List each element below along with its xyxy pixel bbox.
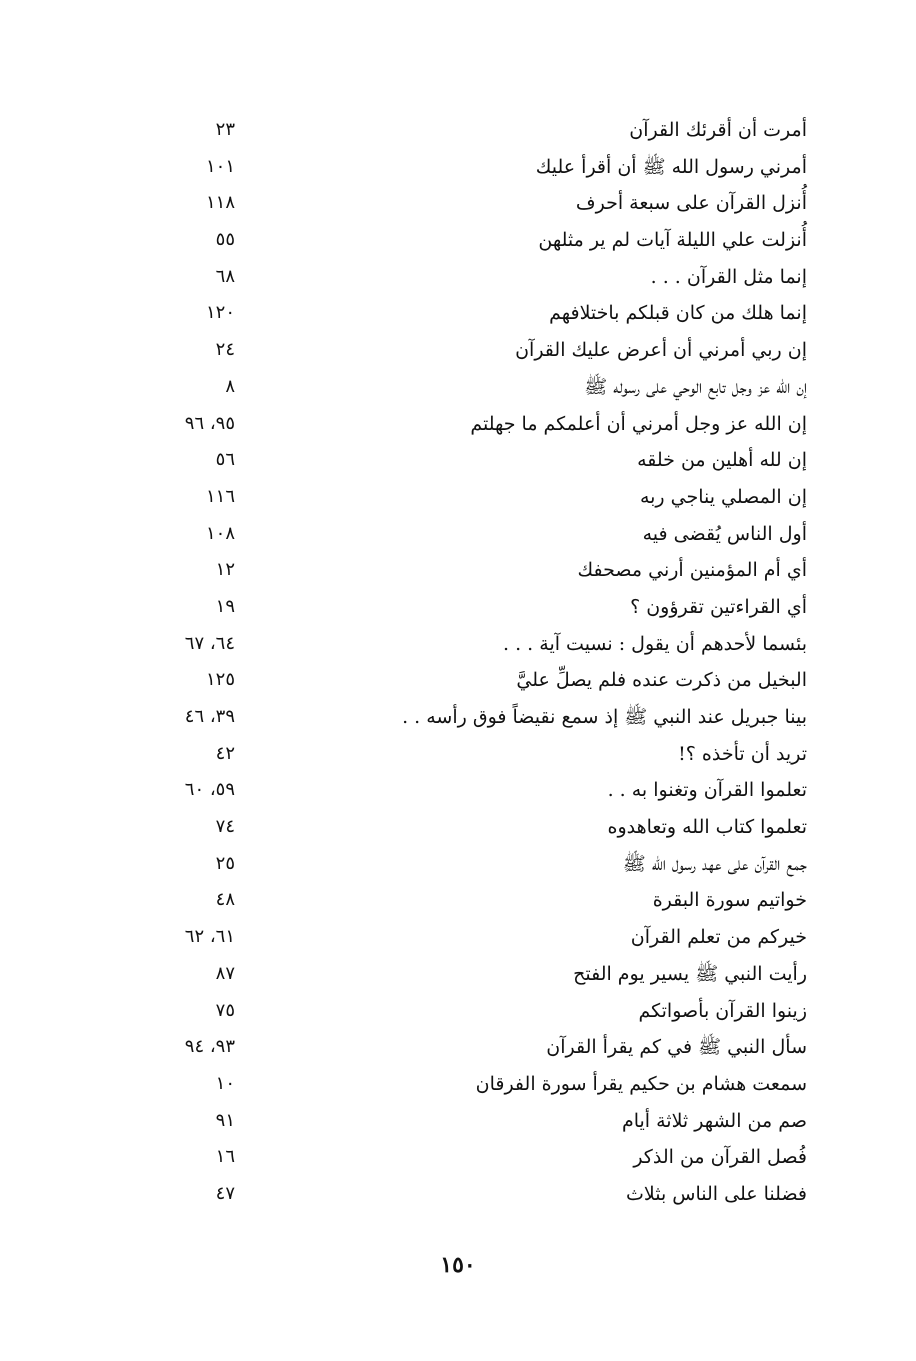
index-entry xyxy=(150,956,815,993)
index-entry xyxy=(150,369,815,406)
entry-page-numbers: ٦٤، ٦٧ xyxy=(184,632,235,654)
entry-page-numbers: ١٠٨ xyxy=(205,522,235,544)
entry-page-numbers: ١١٦ xyxy=(205,485,235,507)
entry-text: بينا جبريل عند النبي ﷺ إذ سمع نقيضاً فوق رأسه . . xyxy=(402,706,807,728)
entry-text: أمرني رسول الله ﷺ أن أقرأ عليك xyxy=(535,155,807,178)
index-entry xyxy=(150,332,815,369)
entry-text: سأل النبي ﷺ في كم يقرأ القرآن xyxy=(546,1036,807,1059)
hadith-index-list xyxy=(150,112,815,1213)
entry-page-numbers: ٥٩، ٦٠ xyxy=(184,779,235,801)
entry-text: زينوا القرآن بأصواتكم xyxy=(638,999,807,1022)
entry-page-numbers: ٦١، ٦٢ xyxy=(184,926,235,948)
index-entry xyxy=(150,846,815,883)
index-entry xyxy=(150,882,815,919)
entry-page-numbers: ٤٧ xyxy=(215,1182,235,1204)
entry-text: البخيل من ذكرت عنده فلم يصلِّ عليَّ xyxy=(516,669,807,692)
index-entry xyxy=(150,1176,815,1213)
index-entry xyxy=(150,295,815,332)
entry-page-numbers: ٢٣ xyxy=(215,119,235,140)
index-entry xyxy=(150,919,815,956)
index-entry xyxy=(150,662,815,699)
entry-text: سمعت هشام بن حكيم يقرأ سورة الفرقان xyxy=(475,1072,807,1095)
entry-page-numbers: ١٩ xyxy=(215,595,235,617)
entry-text: فُصل القرآن من الذكر xyxy=(633,1146,807,1169)
entry-page-numbers: ٥٦ xyxy=(215,449,235,471)
index-entry xyxy=(150,552,815,589)
index-entry xyxy=(150,259,815,296)
entry-text: تريد أن تأخذه ؟! xyxy=(678,742,807,765)
entry-text: جمع القرآن على عهد رسول الله ﷺ xyxy=(622,852,807,875)
index-entry xyxy=(150,1103,815,1140)
entry-page-numbers: ٤٢ xyxy=(215,742,235,764)
entry-page-numbers: ٥٥ xyxy=(215,229,235,251)
entry-page-numbers: ٩١ xyxy=(215,1109,235,1131)
entry-page-numbers: ٤٨ xyxy=(215,889,235,911)
entry-text: فضلنا على الناس بثلاث xyxy=(626,1182,807,1205)
index-entry xyxy=(150,1139,815,1176)
entry-page-numbers: ١٢٠ xyxy=(205,302,235,324)
entry-page-numbers: ٨٧ xyxy=(215,962,235,984)
entry-page-numbers: ٢٤ xyxy=(215,339,235,361)
index-entry xyxy=(150,406,815,443)
entry-text: صم من الشهر ثلاثة أيام xyxy=(621,1109,807,1132)
entry-text: أول الناس يُقضى فيه xyxy=(642,522,807,545)
entry-text: إن الله عز وجل أمرني أن أعلمكم ما جهلتم xyxy=(470,412,807,435)
entry-page-numbers: ٧٤ xyxy=(215,816,235,838)
index-entry xyxy=(150,479,815,516)
index-entry xyxy=(150,442,815,479)
entry-page-numbers: ٨ xyxy=(225,375,235,397)
entry-text: تعلموا القرآن وتغنوا به . . xyxy=(607,779,807,802)
index-entry xyxy=(150,1066,815,1103)
index-entry xyxy=(150,1029,815,1066)
index-entry xyxy=(150,149,815,186)
index-entry xyxy=(150,993,815,1030)
entry-text: بئسما لأحدهم أن يقول : نسيت آية . . . xyxy=(503,632,807,655)
entry-text: إن المصلي يناجي ربه xyxy=(639,485,807,508)
index-entry xyxy=(150,626,815,663)
index-entry xyxy=(150,185,815,222)
entry-page-numbers: ١١٨ xyxy=(205,192,235,214)
entry-text: إن لله أهلين من خلقه xyxy=(637,449,807,472)
entry-text: خواتيم سورة البقرة xyxy=(652,889,807,912)
index-entry xyxy=(150,222,815,259)
index-entry xyxy=(150,112,815,149)
entry-page-numbers: ١٠ xyxy=(215,1072,235,1094)
index-entry xyxy=(150,736,815,773)
entry-page-numbers: ١٢٥ xyxy=(205,669,235,691)
entry-page-numbers: ١٢ xyxy=(215,559,235,581)
entry-page-numbers: ١٠١ xyxy=(205,155,235,177)
entry-text: إن ربي أمرني أن أعرض عليك القرآن xyxy=(515,339,807,362)
entry-text: أُنزلت علي الليلة آيات لم ير مثلهن xyxy=(538,229,807,252)
entry-text: أُنزل القرآن على سبعة أحرف xyxy=(575,192,807,215)
entry-page-numbers: ٦٨ xyxy=(215,265,235,287)
page-number: ١٥٠ xyxy=(440,1252,476,1278)
entry-page-numbers: ١٦ xyxy=(215,1146,235,1168)
entry-text: أي القراءتين تقرؤون ؟ xyxy=(630,595,807,618)
entry-page-numbers: ٣٩، ٤٦ xyxy=(184,706,235,727)
entry-page-numbers: ٩٥، ٩٦ xyxy=(184,412,235,434)
index-entry xyxy=(150,772,815,809)
entry-page-numbers: ٩٣، ٩٤ xyxy=(184,1036,235,1058)
index-entry xyxy=(150,589,815,626)
entry-text: تعلموا كتاب الله وتعاهدوه xyxy=(607,816,807,839)
index-entry xyxy=(150,809,815,846)
entry-text: رأيت النبي ﷺ يسير يوم الفتح xyxy=(573,962,807,985)
entry-text: أمرت أن أقرئك القرآن xyxy=(629,119,807,141)
entry-text: إن الله عز وجل تابع الوحي على رسوله ﷺ xyxy=(584,375,807,398)
index-entry xyxy=(150,699,815,736)
index-entry xyxy=(150,516,815,553)
entry-text: خيركم من تعلم القرآن xyxy=(630,926,807,949)
entry-text: أي أم المؤمنين أرني مصحفك xyxy=(577,559,807,582)
entry-text: إنما هلك من كان قبلكم باختلافهم xyxy=(549,302,807,325)
entry-page-numbers: ٢٥ xyxy=(215,852,235,874)
entry-text: إنما مثل القرآن . . . xyxy=(650,265,807,288)
entry-page-numbers: ٧٥ xyxy=(215,999,235,1021)
